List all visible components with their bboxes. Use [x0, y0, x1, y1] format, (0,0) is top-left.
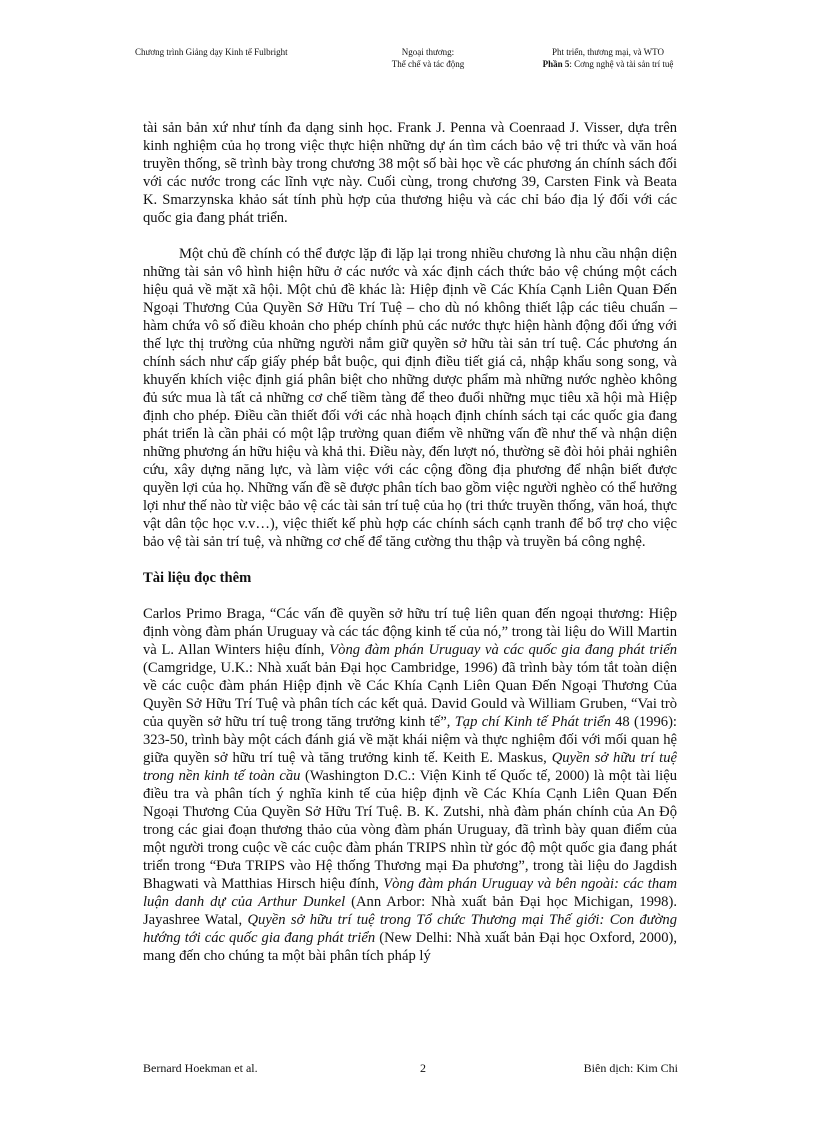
paragraph-1: tài sản bản xứ như tính đa dạng sinh học. Frank J. Penna và Coenraad J. Visser, dựa trên kinh nghiệm của họ trong việc thực hiện những dự án tìm cách bảo vệ tri thức và văn hoá truyền thống, sẽ trình bày trong chương 38 một số bài học về các phương án chính sách đối với các nước trong các lĩnh vực này. Cuối cùng, trong chương 39, Carsten Fink và Beata K. Smarzynska khảo sát tính phù hợp của thương hiệu và các chỉ báo địa lý đối với các quốc gia đang phát triển. — [143, 120, 677, 226]
reading-title-4: Vòng đàm phán Uruguay và bên ngoài: các tham luận danh dự của Arthur Dunkel — [143, 876, 677, 910]
reading-title-2: Tạp chí Kinh tế Phát triển — [454, 714, 611, 730]
reading-title-1: Vòng đàm phán Uruguay và các quốc gia đang phát triển — [329, 642, 677, 658]
paragraph-2: Một chủ đề chính có thể được lặp đi lặp lại trong nhiều chương là nhu cầu nhận diện những tài sản vô hình hiện hữu ở các nước và xác định cách thức bảo vệ chúng một cách hiệu quả về mặt xã hội. Một chủ đề khác là: Hiệp định về Các Khía Cạnh Liên Quan Đến Ngoại Thương Của Quyền Sở Hữu Trí Tuệ – cho dù nó không thiết lập các tiêu chuẩn – hàm chứa vô số điều khoản cho phép chính phủ các nước thực hiện hành động đối ứng với thế lực thị trường của những người nắm giữ quyền sở hữu tài sản trí tuệ. Các phương án chính sách như cấp giấy phép bắt buộc, qui định điều tiết giá cả, nhập khẩu song song, và khuyến khích việc định giá phân biệt cho những dược phẩm mà những nước nghèo không đủ sức mua là tất cả những cơ chế tiềm tàng để theo đuổi những mục tiêu xã hội mà Hiệp định cho phép. Điều cần thiết đối với các nhà hoạch định chính sách tại các quốc gia đang phát triển là cần phải có một lập trường quan điểm về những vấn đề như thế và nhận diện những phương án hữu hiệu và khả thi. Điều này, đến lượt nó, thường sẽ đòi hỏi phải nghiên cứu, xây dựng năng lực, và làm việc với các cộng đồng địa phương để nhận biết được quyền lợi của họ. Những vấn đề sẽ được phân tích bao gồm việc người nghèo có thể hưởng lợi như thế nào từ việc bảo vệ các tài sản trí tuệ của họ (tri thức truyền thống, văn hoá, thực vật dân tộc học v.v…), việc thiết kế phù hợp các chính sách cạnh tranh để bổ trợ cho việc bảo vệ tài sản trí tuệ, và những cơ chế để tăng cường thu thập và truyền bá công nghệ. — [143, 246, 677, 550]
reading-text-2: (Camgridge, U.K.: Nhà xuất bản Đại học Cambridge, 1996) đã trình bày tóm tắt toàn diện về các cuộc đàm phán Hiệp định về Các Khía Cạnh Liên Quan Đến Ngoại Thương Của Quyền Sở Hữu Trí Tuệ và phân tích các kết quả. David Gould và William Gruben, “Vai trò của quyền sở hữu trí tuệ trong tăng trưởng kinh tế”, — [143, 660, 677, 730]
reading-text-6: (New Delhi: Nhà xuất bản Đại học Oxford, 2000), mang đến cho chúng ta một bài phân tích pháp lý — [143, 930, 677, 964]
header-course-line1: Ngoại thương: — [401, 47, 455, 57]
reading-title-5: Quyền sở hữu trí tuệ trong Tổ chức Thương mại Thế giới: Con đường hướng tới các quốc gia đang phát triển — [143, 912, 678, 946]
reading-paragraph — [143, 605, 677, 965]
header-course — [386, 46, 470, 70]
header-section-line1: Pht triển, thương mại, và WTO — [551, 47, 665, 57]
reading-text-4: (Washington D.C.: Viện Kinh tế Quốc tế, 2000) là một tài liệu điều tra và phân tích ý nghĩa kinh tế của hiệp định về Các Khía Cạnh Liên Quan Đến Ngoại Thương Của Quyền Sở Hữu Trí Tuệ. B. K. Zutshi, nhà đàm phán chính của An Độ trong các giai đoạn thương thảo của vòng đàm phán Uruguay, đã trình bày quan điểm của một người trong cuộc về các cuộc đàm phán TRIPS nhìn từ góc độ một quốc gia đang phát triển trong “Đưa TRIPS vào Hệ thống Thương mại Đa phương”, trong tài liệu do Jagdish Bhagwati và Matthias Hirsch hiệu đính, — [143, 768, 677, 892]
section-heading: Tài liệu đọc thêm — [143, 570, 252, 586]
header-program: Chương trình Giảng dạy Kinh tế Fulbright — [135, 47, 288, 57]
page-number: 2 — [420, 1061, 426, 1075]
main-text — [143, 119, 677, 965]
reading-text-1: Carlos Primo Braga, “Các vấn đề quyền sở hữu trí tuệ liên quan đến ngoại thương: Hiệp định vòng đàm phán Uruguay và các tác động kinh tế của nó,” trong tài liệu do Will Martin và L. Allan Winters hiệu đính, — [143, 606, 677, 658]
header-section-line2 — [533, 58, 683, 70]
reading-text-5: (Ann Arbor: Nhà xuất bản Đại học Michigan, 1998). Jayashree Watal, — [143, 894, 677, 928]
reading-title-3: Quyền sở hữu trí tuệ trong nền kinh tế toàn cầu — [143, 750, 677, 784]
header-part-label: Phần 5 — [542, 59, 570, 69]
header-section — [533, 46, 683, 70]
header-course-line2: Thể chế và tác động — [391, 59, 465, 69]
reading-text-3: 48 (1996): 323-50, trình bày một cách đánh giá về mặt khái niệm và thực nghiệm đối với mối quan hệ giữa quyền sở hữu trí tuệ và tăng trưởng kinh tế. Keith E. Maskus, — [143, 714, 677, 766]
footer-author: Bernard Hoekman et al. — [143, 1061, 258, 1075]
header-part-title: : Cơng nghệ và tài sản trí tuệ — [569, 59, 674, 69]
footer-translator: Biên dịch: Kim Chi — [583, 1061, 678, 1075]
